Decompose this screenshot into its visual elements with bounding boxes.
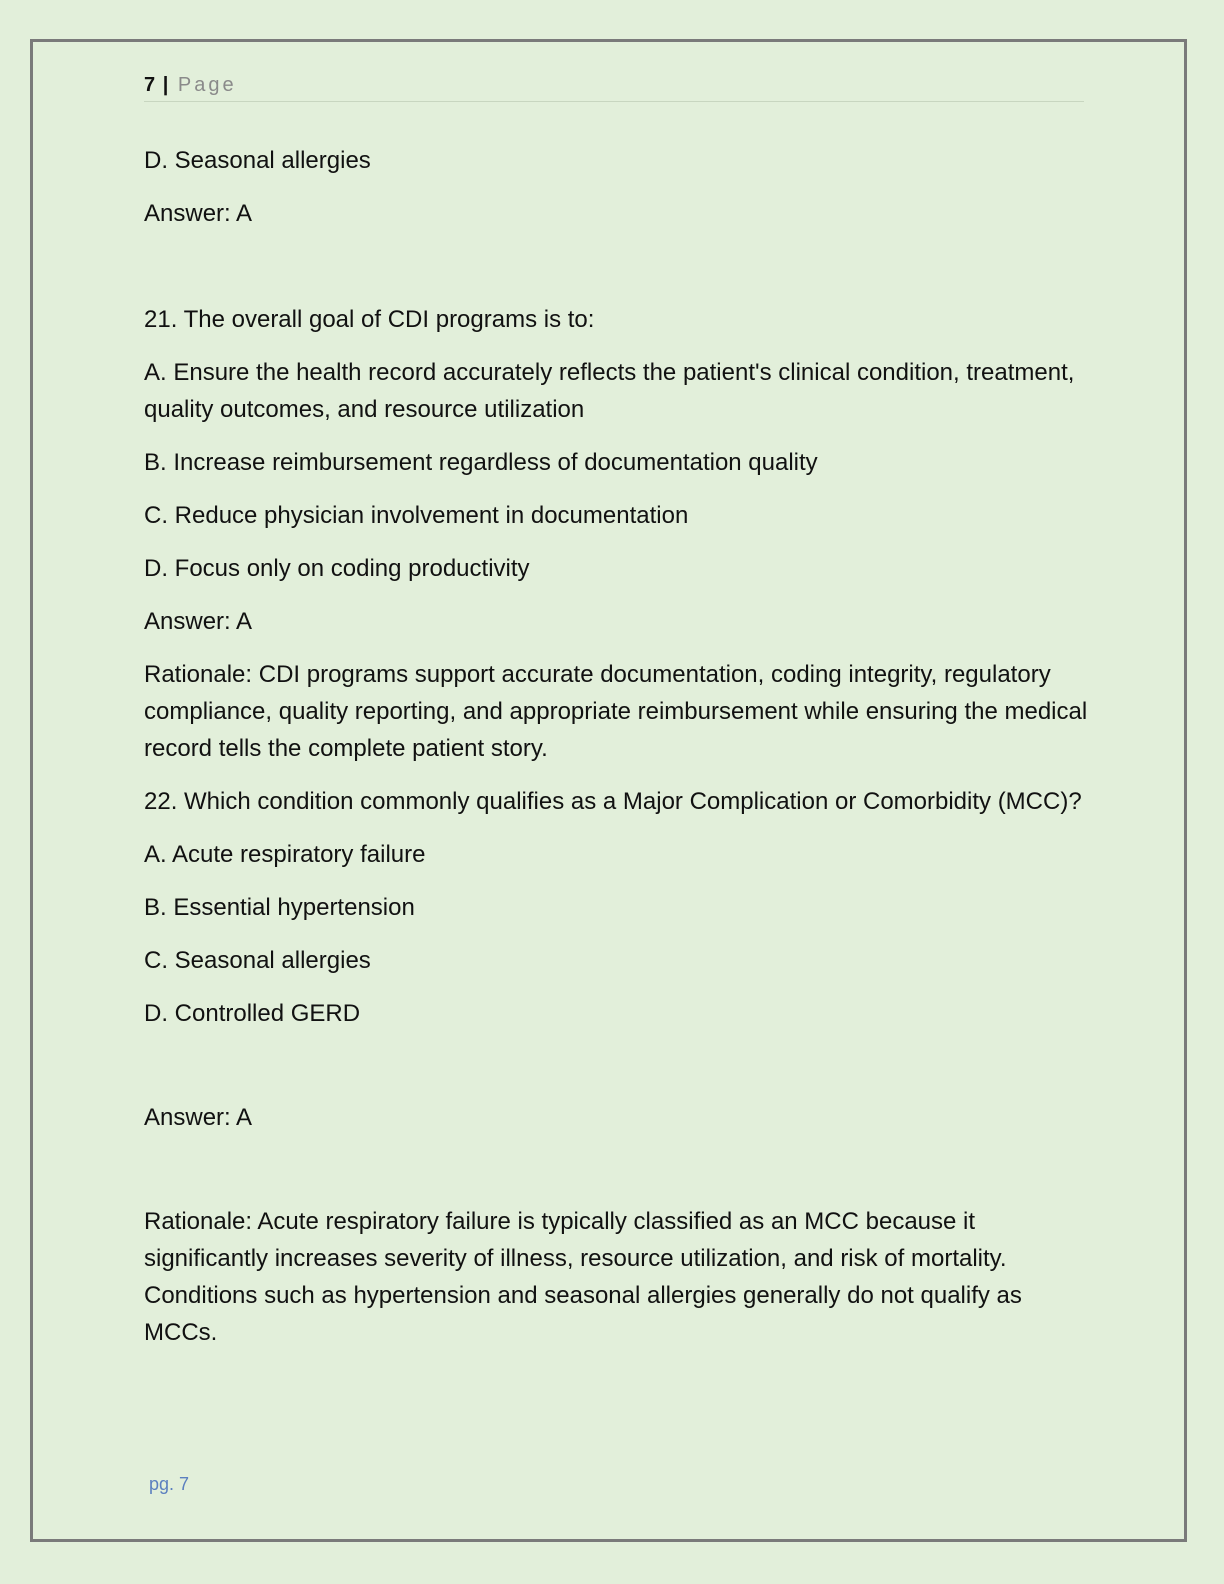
q21-question: 21. The overall goal of CDI programs is to: (144, 306, 595, 333)
q21-answer: Answer: A (144, 608, 253, 635)
q22-option-d: D. Controlled GERD (144, 1000, 361, 1027)
document-body (144, 142, 1094, 1367)
header-separator: | (162, 74, 169, 96)
page-footer: pg. 7 (149, 1474, 190, 1494)
q22-rationale: Rationale: Acute respiratory failure is typically classified as an MCC because it significantly increases severity of illness, resource utilization, and risk of mortality. Conditions such as hypertension and seasonal allergies generally do not qualify as MCCs. (144, 1208, 1022, 1346)
header-page-number: 7 (144, 74, 156, 96)
q22-option-b: B. Essential hypertension (144, 894, 415, 921)
q20-option-d: D. Seasonal allergies (144, 147, 371, 174)
q22-answer: Answer: A (144, 1104, 253, 1131)
q21-option-a: A. Ensure the health record accurately reflects the patient's clinical condition, treatment, quality outcomes, and resource utilization (144, 359, 1075, 423)
q21-option-d: D. Focus only on coding productivity (144, 555, 530, 582)
q21-rationale: Rationale: CDI programs support accurate documentation, coding integrity, regulatory compliance, quality reporting, and appropriate reimbursement while ensuring the medical record tells the complete patient story. (144, 661, 1088, 762)
page-header (144, 73, 1084, 102)
q21-option-b: B. Increase reimbursement regardless of documentation quality (144, 449, 818, 476)
q22-option-c: C. Seasonal allergies (144, 947, 371, 974)
q20-answer: Answer: A (144, 200, 253, 227)
q22-question: 22. Which condition commonly qualifies as a Major Complication or Comorbidity (MCC)? (144, 788, 1082, 815)
header-page-label: Page (177, 74, 237, 96)
q22-option-a: A. Acute respiratory failure (144, 841, 426, 868)
q21-option-c: C. Reduce physician involvement in documentation (144, 502, 689, 529)
